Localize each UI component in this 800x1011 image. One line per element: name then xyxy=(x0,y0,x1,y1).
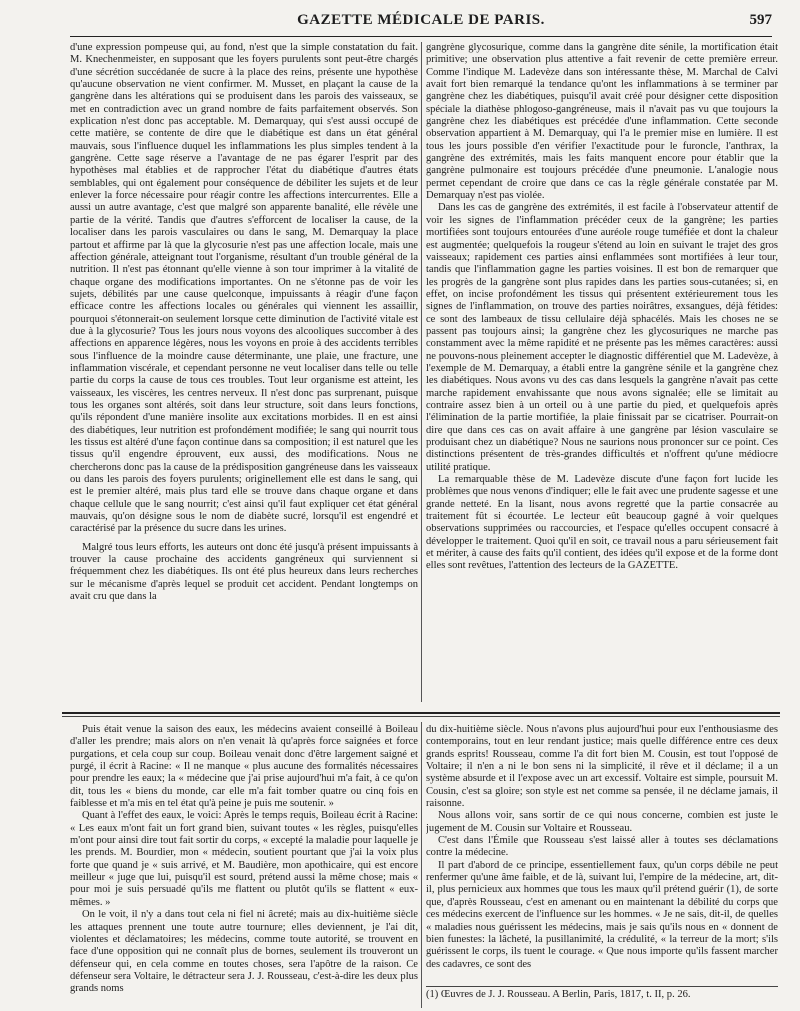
paragraph: d'une expression pompeuse qui, au fond, n'est que la simple constatation du fait. M. Knechenmeister, en supposant que les foyers purulents sont peut-être chargés d'une sécrétion succédanée de sucre à la place des reins, présente une hypothèse qu'aucune observation ne vient confirmer. M. Musset, en plaçant la cause de la gangrène dans les altérations qui se produisent dans les parois des vaisseaux, se met en contradiction avec un grand nombre de faits parfaitement observés. Son explication n'est donc pas acceptable. M. Demarquay, qui s'est aussi occupé de cette matière, se contente de dire que le diabétique est dans un état général mauvais, sous l'influence duquel les inflammations les plus simples tendent à la gangrène. Cette sage réserve a l'avantage de ne pas égarer l'esprit par des hypothèses mal établies et de rapprocher l'état du diabétique d'autres états semblables, qui ont également pour conséquence de débiliter les sujets et de leur enlever la force nécessaire pour réagir contre les affections intercurrentes. Elle a aussi un autre avantage, c'est que malgré son apparente banalité, elle révèle une partie de la vérité. Tandis que d'autres s'efforcent de localiser la cause, de la localiser dans les parois vasculaires ou dans le sang, M. Demarquay la place partout et affirme par là que la glycosurie n'est pas une affection locale, mais une affection générale, atteignant tout l'organisme, résultant d'un trouble général de la nutrition. Il n'est pas étonnant qu'elle vienne à son tour imprimer à la vitalité de chaque organe des modifications importantes. On ne s'étonne pas de voir les sujets, débilités par une cause quelconque, impuissants à réagir d'une façon efficace contre les affections locales ou générales qui viennent les assaillir, pourquoi s'étonnerait-on seulement lorsque cette diminution de l'activité vitale est due à la glycosurie? Tous les jours nous voyons des alcooliques succomber à des affections en apparence légères, nous les voyons en proie à des accidents terribles sous l'influence de la moindre cause déterminante, une plaie, une fracture, une inflammation viscérale, et cependant personne ne veut localiser dans telle ou telle partie du corps la cause de tous ces troubles. Tout leur organisme est atteint, les vaisseaux, les viscères, les centres nerveux. Il n'est donc pas surprenant, puisque tous les organes sont altérés, soit dans leur structure, soit dans leurs fonctions, qu'ils répondent d'une manière insolite aux excitations morbides. Il en est ainsi des diabétiques, leur nutrition est profondément modifiée; le sang qui nourrit tous les tissus est altéré d'une façon continue dans sa composition; il est naturel que les tissus qu'il engendre éprouvent, eux aussi, des modifications. Nous ne chercherons donc pas la cause de la prédisposition gangréneuse dans les vaisseaux ou dans les parois des foyers purulents; originellement elle est dans le sang, qui est le premier altéré, mais plus tard elle se trouve dans chaque organe et dans chaque cellule que le sang nourrit; c'est ainsi qu'il faut expliquer cet état général mauvais, qu'on désigne sous le nom de diabète sucré, lorsqu'il est engendré et caractérisé par la présence du sucre dans les urines. xyxy=(70,42,418,535)
page-number: 597 xyxy=(749,12,772,28)
paragraph: C'est dans l'Émile que Rousseau s'est laissé aller à toutes ses déclamations contre la médecine. xyxy=(426,835,778,859)
column-divider xyxy=(421,722,422,1008)
paragraph: Nous allons voir, sans sortir de ce qui nous concerne, combien est juste le jugement de M. Cousin sur Voltaire et Rousseau. xyxy=(426,810,778,834)
section-divider xyxy=(62,712,780,714)
footnote: (1) Œuvres de J. J. Rousseau. A Berlin, Paris, 1817, t. II, p. 26. xyxy=(426,986,778,1009)
paragraph: Quant à l'effet des eaux, le voici: Après le temps requis, Boileau écrit à Racine: « Les eaux m'ont fait un fort grand bien, suivant toutes « les règles, puisqu'elles m'ont pour ainsi dire tout fait sortir du corps, « excepté la maladie pour laquelle je les prends. M. Bourdier, mon « médecin, soutient pourtant que j'ai la voix plus forte que quand je « suis arrivé, et M. Baudière, mon apothicaire, qui est encore meilleur « juge que lui, puisqu'il est sourd, prétend aussi la même chose; mais « pour moi je suis persuadé qu'ils me flattent ou plutôt qu'ils se flattent « eux-mêmes. » xyxy=(70,810,418,908)
page-header xyxy=(70,10,772,37)
upper-left-column xyxy=(70,42,418,694)
paragraph: On le voit, il n'y a dans tout cela ni fiel ni âcreté; mais au dix-huitième siècle les attaques prennent une toute autre tournure; elles deviennent, je l'ai dit, violentes et déclamatoires; les médecins, comme toute autorité, se trouvent en face d'une opposition qui ne connaît plus de bornes, seulement ils trouveront un défenseur qui, en cela comme en toutes choses, sera l'apôtre de la raison. Ce défenseur sera Voltaire, le détracteur sera J. J. Rousseau, c'est-à-dire les deux plus grands noms xyxy=(70,909,418,995)
lower-left-column xyxy=(70,724,418,1006)
upper-right-column xyxy=(426,42,778,682)
paragraph: Puis était venue la saison des eaux, les médecins avaient conseillé à Boileau d'aller les prendre; mais alors on n'en venait là qu'après force saignées et force purgations, et cela coup sur coup. Boileau venait donc d'être largement saigné et purgé, il écrit à Racine: « Il ne manque « plus aucune des formalités nécessaires pour prendre les eaux; la « médecine que j'ai prise aujourd'hui m'a fait, à ce qu'on dit, tous les « biens du monde, car elle m'a fait tomber quatre ou cinq fois en faiblesse et m'a mis en tel état qu'à peine je puis me soutenir. » xyxy=(70,724,418,810)
paragraph: Malgré tous leurs efforts, les auteurs ont donc été jusqu'à présent impuissants à trouver la cause prochaine des accidents gangréneux qui surviennent si fréquemment chez les diabétiques. Ils ont été plus heureux dans leurs recherches sur le mécanisme d'après lequel se produit cet accident. Pendant longtemps on avait cru que dans la xyxy=(70,541,418,603)
section-divider-thin xyxy=(62,716,780,717)
paragraph: Dans les cas de gangrène des extrémités, il est facile à l'observateur attentif de voir les signes de l'inflammation précéder ceux de la gangrène; les parties mortifiées sont toujours entourées d'une auréole rouge tuméfiée et dont la chaleur est augmentée; quelquefois la rougeur s'étend au loin en suivant le trajet des gros vaisseaux; rapidement ces parties ainsi enflammées sont mortifiées à leur tour, tandis que l'inflammation gagne les parties voisines. Il est bon de remarquer que les progrès de la gangrène sont plus rapides dans les parties sous-cutanées; si, en effet, on incise profondément les tissus qui présentent extérieurement tous les signes de l'inflammation, on trouve des parties noirâtres, exsangues, déjà fétides: ce sont des lambeaux de tissu cellulaire déjà sphacélés. Mais les choses ne se passent pas toujours ainsi; la gangrène chez les glycosuriques ne marche pas constamment avec la même rapidité et ne présente pas les mêmes caractères: aussi ne pouvons-nous pleinement accepter le diagnostic différentiel que M. Ladevèze, à l'exemple de M. Demarquay, a établi entre la gangrène sénile et la gangrène chez les diabétiques. Nous avons vu des cas dans lesquels la gangrène n'avait pas cette marche rapidement envahissante que nous avons signalée; elle se limitait au contraire assez bien à un orteil ou à une partie du pied, et quelquefois après l'élimination de la partie mortifiée, la plaie finissait par se cicatriser. Pourrait-on dire que dans ces cas on avait affaire à une gangrène par lésion vasculaire se produisant chez un diabétique? Nous ne saurions nous prononcer sur ce point. Ces distinctions présentent de très-grandes difficultés et n'offrent qu'une médiocre utilité pratique. xyxy=(426,202,778,473)
lower-right-column xyxy=(426,724,778,986)
column-divider xyxy=(421,42,422,702)
paragraph: Il part d'abord de ce principe, essentiellement faux, qu'un corps débile ne peut renfermer qu'une âme faible, et de là, suivant lui, l'empire de la médecine, art, dit-il, plus pernicieux aux hommes que tous les maux qu'il prétend guérir (1), de sorte que, d'après Rousseau, c'est en amenant ou en maintenant la débilité du corps que ces médecins exercent de l'influence sur les hommes. « Je ne sais, dit-il, de quelles « maladies nous guérissent les médecins, mais je sais qu'ils nous en « donnent de bien funestes: la lâcheté, la pusillanimité, la crédulité, « la terreur de la mort; s'ils guérissent le corps, ils tuent le courage. « Que nous importe qu'ils fassent marcher des cadavres, ce sont des xyxy=(426,859,778,970)
paragraph: du dix-huitième siècle. Nous n'avons plus aujourd'hui pour eux l'enthousiasme des contemporains, tout en leur rendant justice; mais quelle différence entre ces deux grands esprits! Rousseau, comme l'a dit fort bien M. Cousin, est tout l'opposé de Voltaire; il n'en a ni le bon sens ni la simplicité, il rêve et il déclame; il a un système absurde et il l'expose avec un art excessif. Voltaire est simple, poursuit M. Cousin, c'est sa gloire; son style est net comme sa pensée, il ne déclame jamais, il raisonne. xyxy=(426,724,778,810)
paragraph: gangrène glycosurique, comme dans la gangrène dite sénile, la mortification était primitive; une observation plus attentive a fait revenir de cette première erreur. Comme l'indique M. Ladevèze dans son intéressante thèse, M. Marchal de Calvi avait fort bien remarqué la tendance qu'ont les inflammations à se terminer par gangrène chez les diabétiques, puisqu'il avait créé pour désigner cette disposition spéciale la diathèse phlogoso-gangréneuse, mais il n'avait pas vu que toujours la gangrène chez les diabétiques est précédée d'une inflammation. Cette seconde observation appartient à M. Demarquay, qui l'a le premier mise en lumière. Il est tous les jours possible d'en vérifier l'exactitude pour le furoncle, l'anthrax, la gangrène des extrémités, mais les faits manquent encore pour établir que la gangrène pulmonaire est toujours précédée d'une pneumonie. L'analogie nous permet cependant de croire que dans ce cas la règle générale constatée par M. Demarquay n'est pas violée. xyxy=(426,42,778,202)
paragraph: La remarquable thèse de M. Ladevèze discute d'une façon fort lucide les problèmes que nous venons d'indiquer; elle le fait avec une prudente sagesse et une grande netteté. En la lisant, nous avons regretté que la partie consacrée au traitement fût si écourtée. Le lecteur eût beaucoup gagné à voir quelques observations supprimées ou raccourcies, et l'espace qu'elles occupent consacré à développer le traitement. Quoi qu'il en soit, ce travail nous a paru sérieusement fait et mériter, à cause des faits qu'il contient, des idées qu'il expose et de la forme dont elles sont revêtues, l'attention des lecteurs de la GAZETTE. xyxy=(426,474,778,572)
journal-title: GAZETTE MÉDICALE DE PARIS. xyxy=(297,12,545,28)
